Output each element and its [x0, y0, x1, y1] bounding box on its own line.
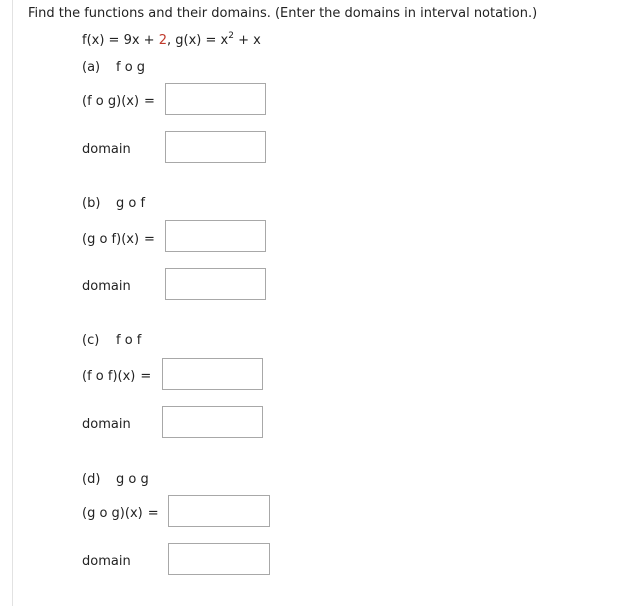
composition-expression: (f o g)(x) [82, 94, 140, 109]
g-definition: g(x) = x [175, 33, 229, 48]
part-b-expression-label [82, 232, 155, 247]
equals-sign: = [140, 369, 152, 384]
equals-sign: = [147, 506, 159, 521]
equals-sign: = [144, 232, 155, 247]
part-letter: (d) [82, 472, 101, 487]
composition-expression: (f o f)(x) [82, 369, 136, 384]
part-composition: f o f [116, 333, 142, 348]
part-letter: (a) [82, 60, 101, 75]
equals-sign: = [144, 94, 155, 109]
part-composition: f o g [116, 60, 146, 75]
part-b-domain-input[interactable] [165, 268, 266, 300]
part-letter: (c) [82, 333, 100, 348]
part-a-domain-input[interactable] [165, 131, 266, 163]
part-a-domain-label: domain [82, 142, 131, 157]
definition-separator: , [166, 33, 176, 48]
part-d-function-input[interactable] [168, 495, 270, 527]
f-constant: 2 [158, 33, 167, 48]
f-definition: f(x) = 9x + [82, 33, 159, 48]
part-d-expression-label [82, 506, 159, 521]
question-prompt: Find the functions and their domains. (Enter the domains in interval notation.) [28, 6, 538, 21]
part-b-domain-label: domain [82, 279, 131, 294]
part-c-domain-label: domain [82, 417, 131, 432]
part-letter: (b) [82, 196, 101, 211]
part-b-function-input[interactable] [165, 220, 266, 252]
part-b-heading [82, 196, 145, 211]
g-definition-tail: + x [233, 33, 261, 48]
part-c-heading [82, 333, 141, 348]
part-d-domain-label: domain [82, 554, 131, 569]
function-definitions [82, 33, 261, 48]
g-exponent: 2 [228, 31, 234, 41]
composition-expression: (g o g)(x) [82, 506, 143, 521]
part-d-heading [82, 472, 149, 487]
part-c-domain-input[interactable] [162, 406, 263, 438]
part-a-expression-label [82, 94, 155, 109]
part-composition: g o g [116, 472, 149, 487]
left-margin-rule [12, 0, 13, 606]
part-c-function-input[interactable] [162, 358, 263, 390]
part-c-expression-label [82, 369, 151, 384]
part-a-function-input[interactable] [165, 83, 266, 115]
composition-expression: (g o f)(x) [82, 232, 140, 247]
part-a-heading [82, 60, 145, 75]
part-d-domain-input[interactable] [168, 543, 270, 575]
part-composition: g o f [116, 196, 146, 211]
